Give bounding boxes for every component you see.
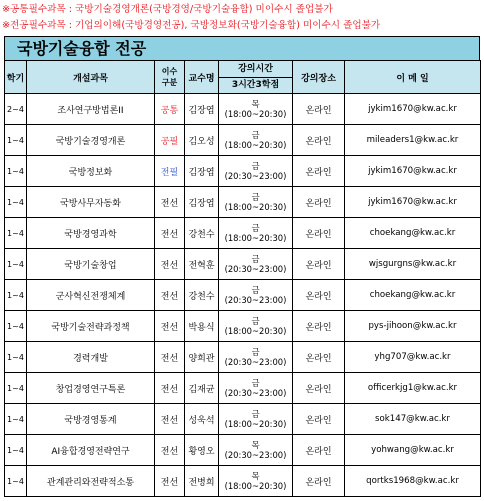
cell-term: 2~4 [5,94,27,125]
header-course: 개설과목 [27,61,155,94]
cell-course: 국방정보화 [27,156,155,187]
cell-type: 공필 [155,125,185,156]
header-time-top: 강의시간 [219,62,292,78]
cell-type: 전선 [155,187,185,218]
cell-prof: 성욱석 [185,404,219,435]
cell-email[interactable]: mileaders1@kw.ac.kr [345,125,481,156]
cell-type: 전선 [155,435,185,466]
cell-term: 1~4 [5,466,27,497]
cell-email[interactable]: jykim1670@kw.ac.kr [345,187,481,218]
course-table [4,60,481,497]
cell-day: 금 [251,160,260,171]
cell-email[interactable]: choekang@kw.ac.kr [345,218,481,249]
cell-term: 1~4 [5,280,27,311]
cell-course: AI융합경영전략연구 [27,435,155,466]
table-row [5,342,481,373]
cell-course: 국방기술경영개론 [27,125,155,156]
major-title-bar [4,36,480,61]
cell-email[interactable]: officerkjg1@kw.ac.kr [345,373,481,404]
cell-hours: (20:30~23:00) [224,171,287,181]
cell-email[interactable]: yhg707@kw.ac.kr [345,342,481,373]
common-required-note: ※공통필수과목 : 국방기술경영개론(국방경영/국방기술융합) 미이수시 졸업불가 [2,4,333,15]
header-type [155,61,185,94]
cell-email[interactable]: sok147@kw.ac.kr [345,404,481,435]
header-type-label: 이수 구분 [161,67,178,87]
cell-type: 공통 [155,94,185,125]
cell-time [219,404,293,435]
cell-time [219,249,293,280]
cell-place: 온라인 [293,466,345,497]
cell-email[interactable]: choekang@kw.ac.kr [345,280,481,311]
header-time-bottom: 3시간3학점 [231,79,280,90]
table-row [5,404,481,435]
cell-day: 금 [251,315,260,326]
cell-prof: 박용식 [185,311,219,342]
cell-type: 전선 [155,342,185,373]
major-title: 국방기술융합 전공 [17,39,147,58]
cell-place: 온라인 [293,280,345,311]
cell-prof: 김장엽 [185,94,219,125]
cell-term: 1~4 [5,311,27,342]
cell-day: 목 [251,470,260,481]
cell-type: 전선 [155,218,185,249]
cell-term: 1~4 [5,218,27,249]
cell-email[interactable]: jykim1670@kw.ac.kr [345,94,481,125]
cell-prof: 전혁훈 [185,249,219,280]
cell-hours: (18:00~20:30) [224,109,287,119]
cell-course: 조사연구방법론II [27,94,155,125]
cell-prof: 김재균 [185,373,219,404]
cell-type: 전선 [155,311,185,342]
cell-place: 온라인 [293,435,345,466]
cell-type: 전선 [155,280,185,311]
cell-hours: (20:30~23:00) [224,264,287,274]
cell-prof: 김장엽 [185,187,219,218]
header-prof: 교수명 [185,61,219,94]
cell-hours: (20:30~23:00) [224,388,287,398]
cell-term: 1~4 [5,435,27,466]
header-time [219,61,293,94]
cell-time [219,342,293,373]
cell-course: 국방경영과학 [27,218,155,249]
cell-prof: 김오성 [185,125,219,156]
cell-day: 금 [251,346,260,357]
cell-day: 금 [251,408,260,419]
cell-prof: 양희관 [185,342,219,373]
header-email: 이 메 일 [345,61,481,94]
cell-time [219,125,293,156]
cell-course: 국방기술전략과정책 [27,311,155,342]
cell-course: 국방경영통계 [27,404,155,435]
cell-type: 전선 [155,404,185,435]
cell-day: 금 [251,191,260,202]
cell-term: 1~4 [5,187,27,218]
header-term: 학기 [5,61,27,94]
header-place: 강의장소 [293,61,345,94]
cell-day: 목 [251,439,260,450]
cell-hours: (20:30~23:00) [224,295,287,305]
cell-time [219,311,293,342]
cell-place: 온라인 [293,218,345,249]
cell-course: 경력개발 [27,342,155,373]
cell-place: 온라인 [293,249,345,280]
table-row [5,187,481,218]
table-row [5,249,481,280]
cell-time [219,373,293,404]
cell-prof: 김장엽 [185,156,219,187]
cell-place: 온라인 [293,342,345,373]
cell-hours: (18:00~20:30) [224,326,287,336]
cell-prof: 황영오 [185,435,219,466]
cell-course: 창업경영연구특론 [27,373,155,404]
cell-email[interactable]: pys-jihoon@kw.ac.kr [345,311,481,342]
cell-day: 금 [251,253,260,264]
cell-course: 국방기술창업 [27,249,155,280]
cell-day: 금 [251,377,260,388]
table-row [5,218,481,249]
cell-day: 금 [251,129,260,140]
cell-email[interactable]: jykim1670@kw.ac.kr [345,156,481,187]
cell-course: 국방사무자동화 [27,187,155,218]
cell-term: 1~4 [5,125,27,156]
table-row [5,156,481,187]
table-row [5,280,481,311]
cell-type: 전선 [155,249,185,280]
table-row [5,125,481,156]
cell-hours: (18:00~20:30) [224,481,287,491]
cell-type: 전선 [155,373,185,404]
cell-hours: (18:00~20:30) [224,140,287,150]
cell-type: 전필 [155,156,185,187]
notes-section [2,2,482,34]
table-row [5,466,481,497]
table-row [5,435,481,466]
cell-place: 온라인 [293,94,345,125]
cell-term: 1~4 [5,342,27,373]
table-header-row [5,61,481,94]
table-row [5,311,481,342]
cell-time [219,280,293,311]
cell-prof: 강천수 [185,218,219,249]
cell-email[interactable]: qortks1968@kw.ac.kr [345,466,481,497]
major-required-note: ※전공필수과목 : 기업의이해(국방경영전공), 국방정보화(국방기술융합) 미이수시 졸업불가 [2,20,381,31]
cell-day: 금 [251,284,260,295]
cell-day: 목 [251,98,260,109]
cell-course: 관계관리와전략적소통 [27,466,155,497]
cell-term: 1~4 [5,249,27,280]
cell-place: 온라인 [293,187,345,218]
cell-hours: (18:00~20:30) [224,419,287,429]
cell-hours: (20:30~23:00) [224,450,287,460]
cell-prof: 강천수 [185,280,219,311]
cell-place: 온라인 [293,156,345,187]
cell-time [219,218,293,249]
cell-email[interactable]: wjsgurgns@kw.ac.kr [345,249,481,280]
cell-time [219,156,293,187]
cell-term: 1~4 [5,404,27,435]
cell-place: 온라인 [293,125,345,156]
cell-term: 1~4 [5,156,27,187]
cell-time [219,435,293,466]
cell-prof: 전병희 [185,466,219,497]
cell-hours: (18:00~20:30) [224,202,287,212]
cell-time [219,187,293,218]
cell-place: 온라인 [293,311,345,342]
cell-term: 1~4 [5,373,27,404]
cell-email[interactable]: yohwang@kw.ac.kr [345,435,481,466]
table-row [5,373,481,404]
cell-place: 온라인 [293,404,345,435]
cell-place: 온라인 [293,373,345,404]
cell-time [219,94,293,125]
cell-hours: (20:30~23:00) [224,357,287,367]
cell-day: 금 [251,222,260,233]
cell-type: 전선 [155,466,185,497]
cell-course: 군사혁신전쟁체계 [27,280,155,311]
table-row [5,94,481,125]
cell-hours: (18:00~20:30) [224,233,287,243]
cell-time [219,466,293,497]
